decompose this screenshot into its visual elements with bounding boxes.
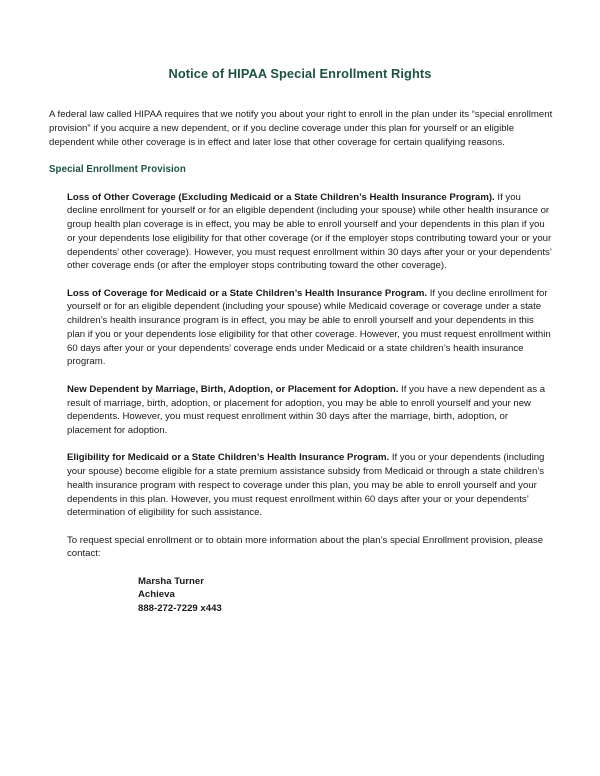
provision-lead-in: Eligibility for Medicaid or a State Children’s Health Insurance Program. (67, 452, 390, 464)
provision-item (67, 451, 553, 520)
closing-paragraph: To request special enrollment or to obtain more information about the plan’s special Enrollment provision, please contact: (67, 534, 544, 560)
provision-item (67, 383, 553, 438)
provision-lead-in: New Dependent by Marriage, Birth, Adoption, or Placement for Adoption. (67, 383, 399, 395)
provision-item (67, 191, 553, 274)
contact-name: Marsha Turner (138, 575, 204, 587)
provision-text: If you decline enrollment for yourself or for an eligible dependent (including your spouse) while Medicaid coverage or coverage under a state children’s health insurance program is in effect, you may be able to enroll yourself and your dependents in this plan if you or your dependents lose eligibility for that other coverage. However, you must request enrollment within 60 days after your or your dependents’ coverage ends under Medicaid or a state children’s health insurance program. (67, 287, 551, 368)
document-body (49, 108, 553, 616)
section-heading-special-enrollment-provision: Special Enrollment Provision (49, 164, 186, 176)
contact-block (138, 575, 553, 616)
page-title: Notice of HIPAA Special Enrollment Rights (168, 66, 432, 81)
provision-lead-in: Loss of Other Coverage (Excluding Medicaid or a State Children’s Health Insurance Program). (67, 191, 495, 203)
provision-item (67, 287, 553, 370)
provision-text: If you decline enrollment for yourself or for an eligible dependent (including your spouse) while other health insurance or group health plan coverage is in effect, you may be able to enroll yourself and your dependents in this plan if you or your dependents lose eligibility for that other coverage (or if the employer stops contributing toward your or your dependents’ other coverage). However, you must request enrollment within 30 days after your or your dependents’ other coverage ends (or after the employer stops contributing toward the other coverage). (67, 191, 552, 272)
provision-text: If you or your dependents (including your spouse) become eligible for a state premium assistance subsidy from Medicaid or through a state children’s health insurance program with respect to coverage under this plan, you may be able to enroll yourself and your dependents in this plan. However, you must request enrollment within 60 days after your or your dependents’ determination of eligibility for such assistance. (67, 452, 545, 519)
provisions-list (67, 191, 553, 616)
intro-paragraph: A federal law called HIPAA requires that we notify you about your right to enroll in the plan under its “special enrollment provision” if you acquire a new dependent, or if you decline coverage under this plan for yourself or an eligible dependent while other coverage is in effect and later lose that other coverage for certain qualifying reasons. (49, 109, 553, 148)
provision-lead-in: Loss of Coverage for Medicaid or a State Children’s Health Insurance Program. (67, 287, 428, 299)
provision-text: If you have a new dependent as a result of marriage, birth, adoption, or placement for adoption, you may be able to enroll yourself and your new dependents. However, you must request enrollment within 30 days after the marriage, birth, adoption, or placement for adoption. (67, 383, 546, 437)
contact-organization: Achieva (138, 589, 175, 601)
contact-phone: 888-272-7229 x443 (138, 603, 222, 614)
